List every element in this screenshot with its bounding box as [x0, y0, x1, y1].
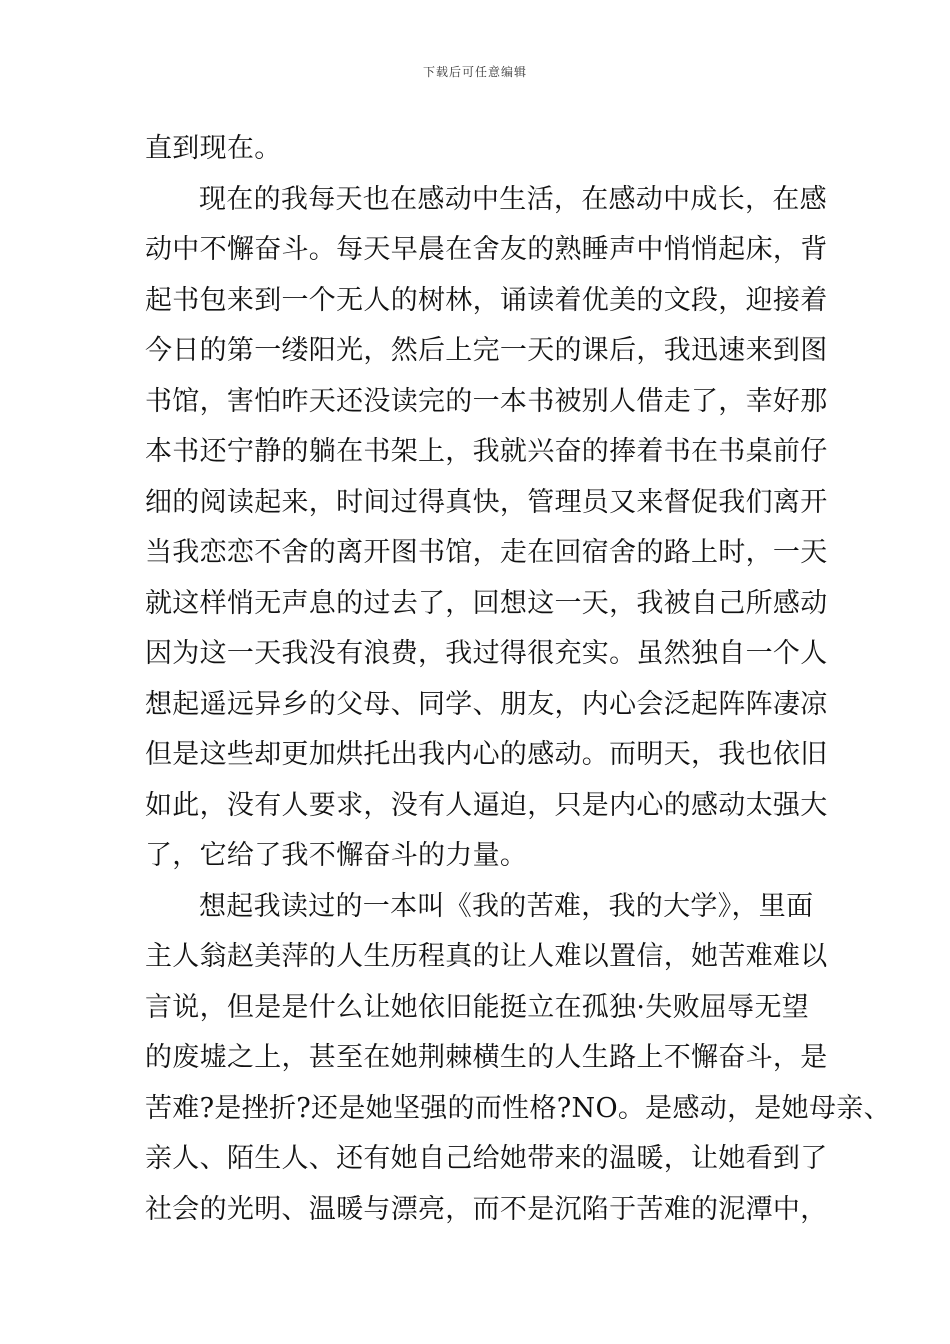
text-line: 本书还宁静的躺在书架上，我就兴奋的捧着书在书桌前仔 — [145, 436, 828, 467]
text-line: 起书包来到一个无人的树林，诵读着优美的文段，迎接着 — [145, 284, 828, 316]
text-line: 动中不懈奋斗。每天早晨在舍友的熟睡声中悄悄起床，背 — [145, 234, 828, 265]
page-header: 下载后可任意编辑 — [422, 65, 527, 79]
text-line: 如此，没有人要求，没有人逼迫，只是内心的感动太强大 — [145, 789, 828, 821]
text-line: 就这样悄无声息的过去了，回想这一天，我被自己所感动 — [145, 587, 828, 619]
text-line: 的废墟之上，甚至在她荆棘横生的人生路上不懈奋斗，是 — [145, 1042, 828, 1073]
text-line: 直到现在。 — [145, 133, 282, 164]
document-body — [145, 124, 891, 1235]
text-line: 社会的光明、温暖与漂亮，而不是沉陷于苦难的泥潭中， — [145, 1193, 828, 1225]
text-line: 但是这些却更加烘托出我内心的感动。而明天，我也依旧 — [145, 739, 828, 770]
text-line: 当我恋恋不舍的离开图书馆，走在回宿舍的路上时，一天 — [145, 537, 828, 568]
text-line: 想起遥远异乡的父母、同学、朋友，内心会泛起阵阵凄凉 — [145, 688, 828, 720]
text-line: 书馆，害怕昨天还没读完的一本书被别人借走了，幸好那 — [145, 385, 828, 417]
text-line: 想起我读过的一本叫《我的苦难，我的大学》，里面 — [199, 890, 814, 922]
text-line: 亲人、陌生人、还有她自己给她带来的温暖，让她看到了 — [145, 1143, 828, 1174]
text-line: 主人翁赵美萍的人生历程真的让人难以置信，她苦难难以 — [145, 941, 828, 972]
text-line: 今日的第一缕阳光，然后上完一天的课后，我迅速来到图 — [145, 335, 828, 366]
text-line: 言说，但是是什么让她依旧能挺立在孤独·失败屈辱无望 — [145, 991, 810, 1023]
text-line: 现在的我每天也在感动中生活，在感动中成长，在感 — [199, 183, 827, 215]
text-line: 细的阅读起来，时间过得真快，管理员又来督促我们离开 — [145, 486, 828, 518]
text-line: 因为这一天我没有浪费，我过得很充实。虽然独自一个人 — [145, 638, 828, 669]
text-line: 了，它给了我不懈奋斗的力量。 — [145, 840, 528, 871]
text-line: 苦难?是挫折?还是她坚强的而性格?NO。是感动，是她母亲、 — [145, 1092, 891, 1124]
